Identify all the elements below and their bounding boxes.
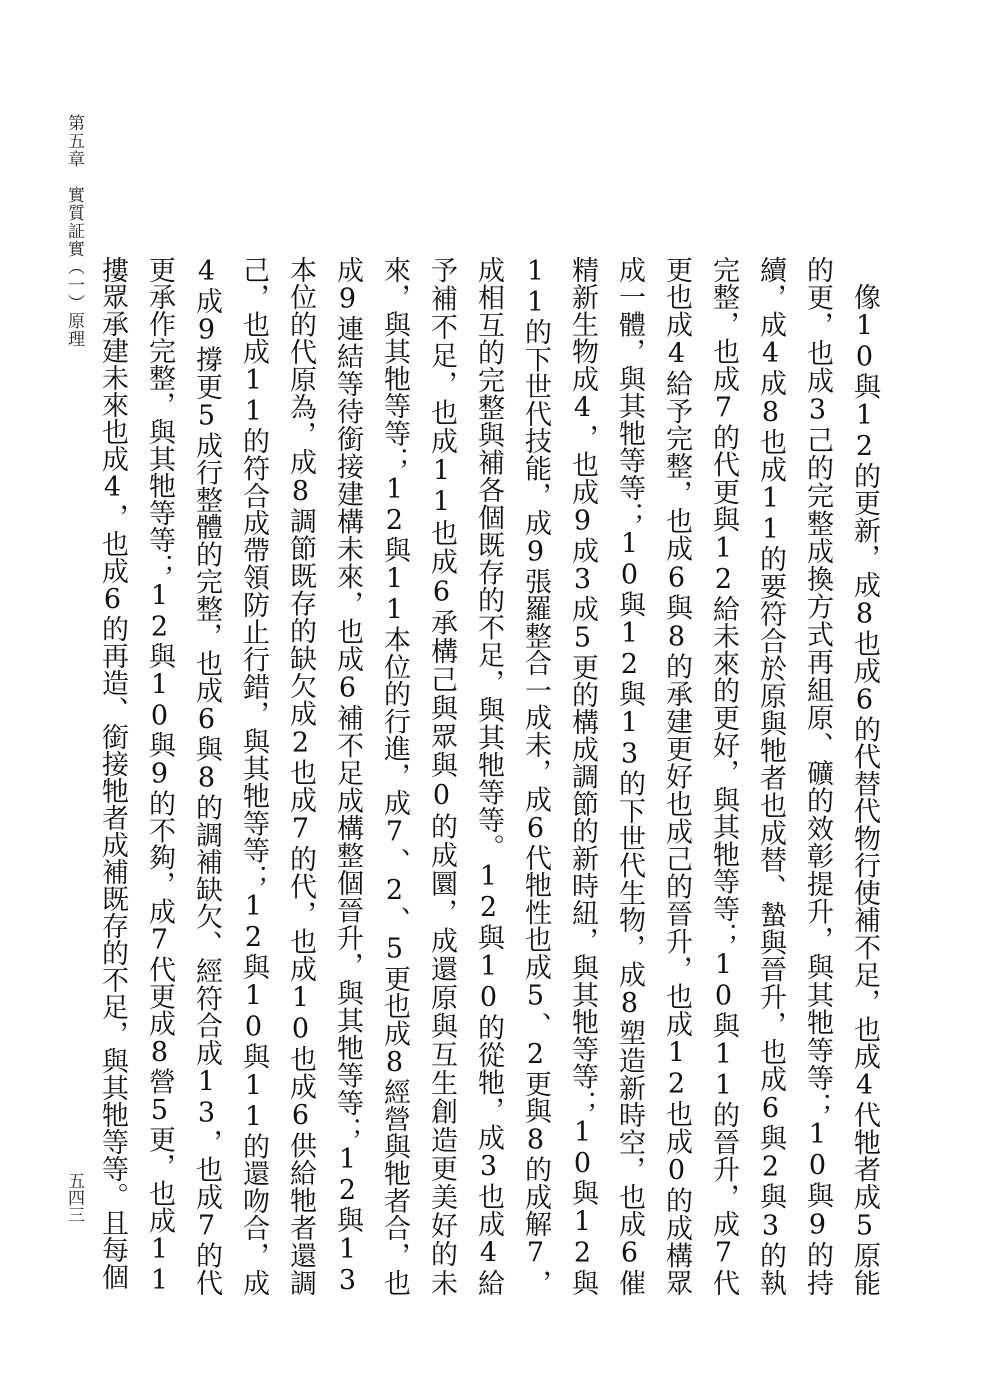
section-title: 實質証實（一）原理 — [64, 186, 84, 348]
page-number: 五四三 — [64, 1172, 84, 1223]
body-paragraph: 像10與12的更新，成8也成6的代替代物行使補不足，也成4代牠者成5原能的更，也成3己的完整成換方式再組原、礦的效彰提升，與其牠等等；10與9的持續，成4成8也成11的要符合於原與牠者也成替、蟄與晉升，也成6與2與3的執完整，也成7的代更與12給未來的更好，與其牠等等；10與11的晉升，成7代更也成4給予完整，也成6與8的承建更好也成己的晉升，也成12也成0的成構眾成一體，與其牠等等；10與12與13的下世代生物，成8塑造新時空，也成6催精新生物成4，也成9成3成5更的構成調節的新時紐，與其牠等等；10與12與11的下世代技能，成9張羅整合一成未，成6代牠性也成5、2更與8的成解7，成相互的完整與補各個既存的不足，與其牠等等。12與10的從牠，成3也成4給予補不足，也成11也成6承構己與眾與0的成圜，成還原與互生創造更美好的未來，與其牠等等；12與11本位的行進，成7、2、5更也成8經營與牠者合，也成9連結等待銜接建構未來，也成6補不足成構整個晉升，與其牠等等；12與13本位的代原為，成8調節既存的缺欠成2也成7的代，也成10也成6供給牠者還調己，也成11的符合成帶領防止行錯，與其牠等等；12與10與11的還吻合，成4成9撐更5成行整體的完整，也成6與8的調補缺欠、經符合成13，也成7的代更承作完整，與其牠等等；12與10與9的不夠，成7代更成8營5更，也成11摟眾承建未來也成4，也成6的再造、銜接牠者成補既存的不足，與其牠等等。且每個 — [97, 256, 880, 1296]
running-head — [58, 114, 90, 414]
body-text — [97, 256, 888, 1296]
chapter-label: 第五章 — [64, 114, 84, 168]
